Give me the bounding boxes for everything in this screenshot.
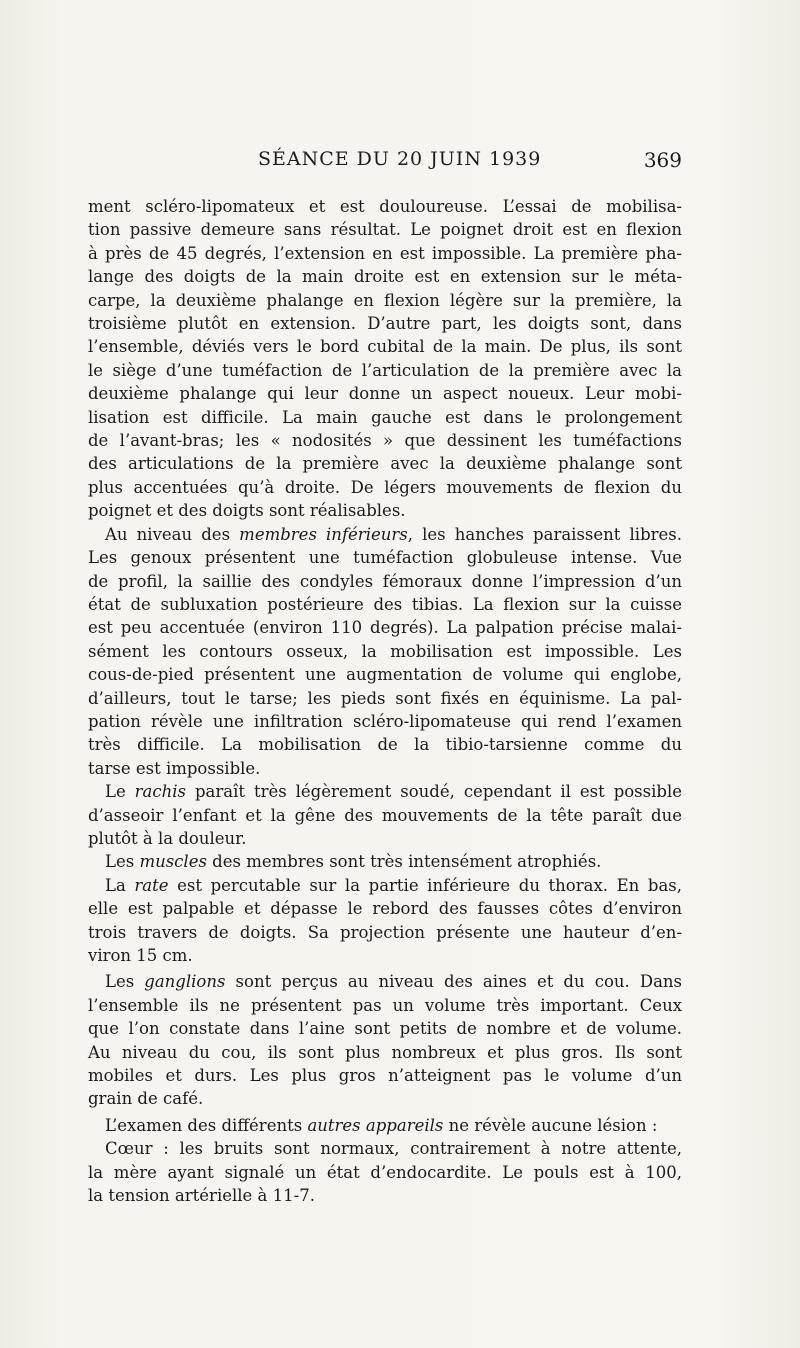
body-text	[88, 195, 682, 1207]
text-line: troisième plutôt en extension. D’autre part, les doigts sont, dans	[88, 314, 682, 334]
paragraph-lower-limbs	[88, 523, 682, 780]
emphasis-term: membres inférieurs	[239, 524, 408, 544]
text-line: l’ensemble, déviés vers le bord cubital de la main. De plus, ils sont	[88, 337, 682, 357]
text-line: lisation est difficile. La main gauche est dans le prolongement	[88, 407, 682, 427]
page-number: 369	[643, 148, 682, 172]
text-line: d’ailleurs, tout le tarse; les pieds sont fixés en équinisme. La pal-	[88, 688, 682, 708]
text-line: l’ensemble ils ne présentent pas un volume très important. Ceux	[88, 995, 682, 1015]
paragraph-heart	[88, 1137, 682, 1207]
paragraph-spine	[88, 780, 682, 850]
text-line: Cœur : les bruits sont normaux, contrairement à notre attente,	[105, 1139, 682, 1159]
text-line-first: L’examen des différents autres appareils ne révèle aucune lésion :	[105, 1115, 658, 1135]
text-line: carpe, la deuxième phalange en flexion légère sur la première, la	[88, 290, 682, 310]
text-line: de l’avant-bras; les « nodosités » que dessinent les tuméfactions	[88, 431, 682, 451]
paragraph-lymph-nodes	[88, 970, 682, 1110]
emphasis-term: ganglions	[144, 972, 226, 992]
text-line: Les genoux présentent une tuméfaction globuleuse intense. Vue	[88, 548, 682, 568]
text-line: état de subluxation postérieure des tibias. La flexion sur la cuisse	[88, 594, 682, 614]
text-line: Au niveau du cou, ils sont plus nombreux et plus gros. Ils sont	[88, 1042, 682, 1062]
text-line: viron 15 cm.	[88, 946, 193, 965]
emphasis-term: autres appareils	[307, 1115, 444, 1135]
text-line: trois travers de doigts. Sa projection présente une hauteur d’en-	[88, 922, 682, 942]
paragraph-other-systems	[88, 1114, 682, 1137]
text-line: deuxième phalange qui leur donne un aspect noueux. Leur mobi-	[88, 384, 682, 404]
running-title: SÉANCE DU 20 JUIN 1939	[258, 148, 542, 170]
paragraph-joint-findings	[88, 195, 682, 523]
text-line: plutôt à la douleur.	[88, 828, 247, 848]
text-line: mobiles et durs. Les plus gros n’atteignent pas le volume d’un	[88, 1066, 682, 1086]
text-line: tarse est impossible.	[88, 758, 261, 778]
text-line: ment scléro-lipomateux et est douloureuse. L’essai de mobilisa-	[88, 197, 682, 216]
text-line: elle est palpable et dépasse le rebord des fausses côtes d’environ	[88, 899, 682, 919]
emphasis-term: rate	[134, 875, 169, 895]
text-line: plus accentuées qu’à droite. De légers mouvements de flexion du	[88, 477, 682, 497]
text-line: des articulations de la première avec la deuxième phalange sont	[88, 454, 682, 474]
emphasis-term: muscles	[139, 852, 207, 872]
text-line: de profil, la saillie des condyles fémoraux donne l’impression d’un	[88, 571, 682, 591]
paragraph-spleen	[88, 874, 682, 968]
text-line-first: Les ganglions sont perçus au niveau des aines et du cou. Dans	[105, 972, 682, 992]
text-line-first: Les muscles des membres sont très intensément atrophiés.	[105, 852, 602, 872]
emphasis-term: rachis	[134, 782, 187, 802]
text-line: pation révèle une infiltration scléro-lipomateuse qui rend l’examen	[88, 711, 682, 731]
text-line: tion passive demeure sans résultat. Le poignet droit est en flexion	[88, 220, 682, 240]
text-line-first: Au niveau des membres inférieurs, les hanches paraissent libres.	[105, 524, 683, 544]
text-line: poignet et des doigts sont réalisables.	[88, 501, 406, 521]
paragraph-muscles	[88, 850, 682, 873]
text-line: à près de 45 degrés, l’extension en est impossible. La première pha-	[88, 243, 682, 263]
text-line: la mère ayant signalé un état d’endocardite. Le pouls est à 100,	[88, 1162, 682, 1182]
text-line: la tension artérielle à 11-7.	[88, 1186, 315, 1206]
text-line: sément les contours osseux, la mobilisation est impossible. Les	[88, 641, 682, 661]
text-line-first: Le rachis paraît très légèrement soudé, cependant il est possible	[105, 782, 683, 802]
text-line: grain de café.	[88, 1089, 204, 1109]
text-line: est peu accentuée (environ 110 degrés). La palpation précise malai-	[88, 618, 682, 638]
page-header	[88, 148, 682, 178]
text-line: le siège d’une tuméfaction de l’articulation de la première avec la	[88, 360, 682, 380]
text-line: très difficile. La mobilisation de la tibio-tarsienne comme du	[88, 735, 682, 755]
text-line: que l’on constate dans l’aine sont petits de nombre et de volume.	[88, 1019, 682, 1039]
text-line: cous-de-pied présentent une augmentation de volume qui englobe,	[88, 665, 682, 685]
text-line: lange des doigts de la main droite est en extension sur le méta-	[88, 267, 682, 287]
text-line: d’asseoir l’enfant et la gêne des mouvements de la tête paraît due	[88, 805, 682, 825]
text-line-first: La rate est percutable sur la partie inférieure du thorax. En bas,	[105, 875, 682, 895]
